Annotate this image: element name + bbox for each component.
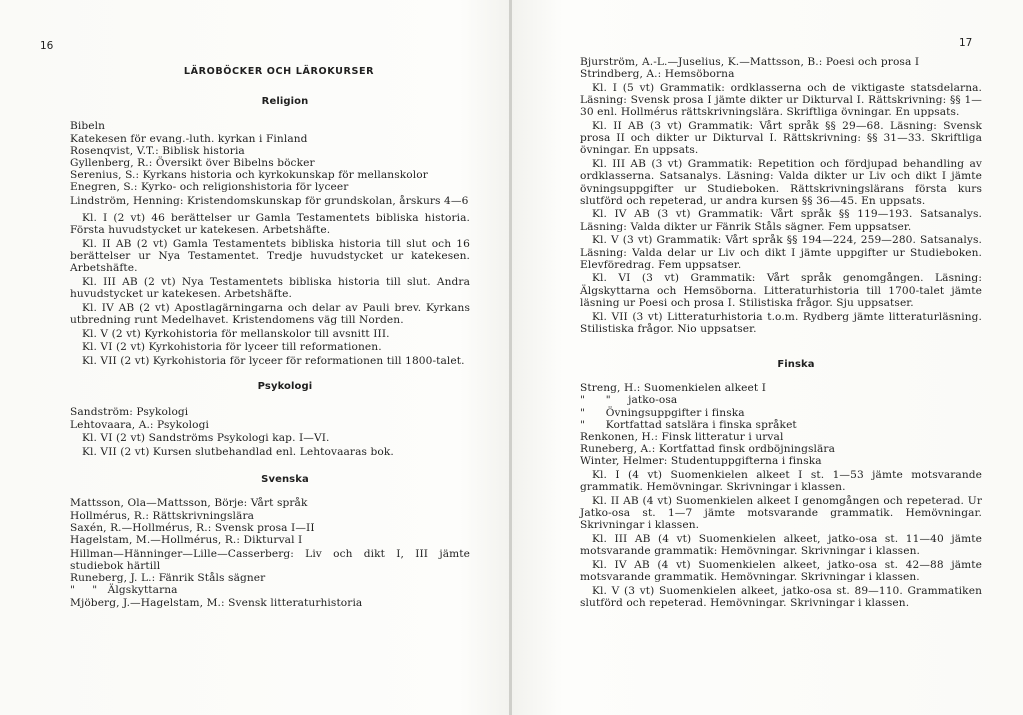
course-paragraph: Kl. III AB (4 vt) Suomenkielen alkeet, jatko-osa st. 11—40 jämte motsvarande grammatik: Hemövningar. Skrivningar i klassen. bbox=[580, 533, 982, 558]
main-title: LÄROBÖCKER OCH LÄROKURSER bbox=[183, 66, 375, 77]
course-paragraph: Kl. II AB (3 vt) Grammatik: Vårt språk §§ 29—68. Läsning: Svensk prosa II och dikter ur Dikturval I. Rättskrivning: §§ 31—33. Skriftliga övningar. En uppsats. bbox=[580, 120, 982, 157]
book-entry: Streng, H.: Suomenkielen alkeet I bbox=[580, 382, 767, 395]
book-entry: Katekesen för evang.-luth. kyrkan i Finland bbox=[70, 132, 308, 145]
page-number-right: 17 bbox=[959, 37, 973, 49]
religion-book-list bbox=[70, 120, 470, 207]
course-paragraph: Kl. III AB (2 vt) Nya Testamentets bibliska historia till slut. Andra huvudstycket ur katekesen. Arbetshäfte. bbox=[70, 275, 470, 301]
religion-course-list bbox=[70, 212, 470, 367]
course-paragraph: Kl. II AB (2 vt) Gamla Testamentets bibliska historia till slut och 16 berättelser ur Nya Testamentet. Tredje huvudstycket ur katekesen. Arbetshäfte. bbox=[70, 237, 470, 275]
book-entry: Bibeln bbox=[70, 120, 106, 133]
heading-religion: Religion bbox=[261, 96, 309, 108]
course-paragraph: Kl. II AB (4 vt) Suomenkielen alkeet I genomgången och repeterad. Ur Jatko-osa st. 1—7 jämte motsvarande grammatik. Hemövningar. Skrivningar i klassen. bbox=[580, 495, 982, 532]
book-entry: Bjurström, A.-L.—Juselius, K.—Mattsson, B.: Poesi och prosa I bbox=[580, 56, 920, 68]
heading-finska: Finska bbox=[777, 358, 815, 370]
finska-course-list bbox=[580, 469, 982, 609]
book-entry: Runeberg, J. L.: Fänrik Ståls sägner bbox=[70, 572, 266, 585]
book-entry: Mjöberg, J.—Hagelstam, M.: Svensk litteraturhistoria bbox=[70, 596, 363, 609]
book-entry: Hollmérus, R.: Rättskrivningslära bbox=[70, 509, 255, 522]
course-paragraph: Kl. IV AB (4 vt) Suomenkielen alkeet, jatko-osa st. 42—88 jämte motsvarande grammatik. Hemövningar. Skrivningar i klassen. bbox=[580, 559, 982, 584]
svenska-course-list bbox=[580, 82, 982, 335]
course-paragraph: Kl. VI (2 vt) Kyrkohistoria för lyceer till reformationen. bbox=[82, 341, 382, 354]
course-paragraph: Kl. I (5 vt) Grammatik: ordklasserna och de viktigaste statsdelarna. Läsning: Svensk prosa I jämte dikter ur Dikturval I. Rättskrivning: §§ 1—30 enl. Hollmérus rättskrivningslära. Skriftliga övningar. En uppsats. bbox=[580, 81, 982, 119]
right-page bbox=[512, 0, 1023, 715]
book-entry: Mattsson, Ola—Mattsson, Börje: Vårt språk bbox=[70, 497, 308, 510]
svenska-book-list-continued bbox=[580, 56, 982, 80]
book-entry: " Övningsuppgifter i finska bbox=[580, 406, 745, 419]
page-number-left: 16 bbox=[40, 40, 54, 52]
book-entry: " " Älgskyttarna bbox=[70, 584, 178, 597]
book-entry: Runeberg, A.: Kortfattad finsk ordböjningslära bbox=[580, 443, 835, 456]
course-paragraph: Kl. VI (2 vt) Sandströms Psykologi kap. I—VI. bbox=[82, 432, 330, 445]
book-entry: Strindberg, A.: Hemsöborna bbox=[580, 68, 735, 81]
psykologi-course-list bbox=[70, 432, 470, 458]
book-entry: Lehtovaara, A.: Psykologi bbox=[70, 418, 209, 431]
book-entry: " " jatko-osa bbox=[580, 394, 678, 407]
book-entry: Enegren, S.: Kyrko- och religionshistoria för lyceer bbox=[70, 181, 349, 194]
finska-book-list bbox=[580, 382, 982, 467]
svenska-book-list bbox=[70, 497, 470, 608]
right-page-content bbox=[580, 56, 982, 609]
book-entry: Sandström: Psykologi bbox=[70, 406, 189, 419]
course-paragraph: Kl. I (2 vt) 46 berättelser ur Gamla Testamentets bibliska historia. Första huvudstycket ur katekesen. Arbetshäfte. bbox=[70, 211, 470, 237]
book-entry: " Kortfattad satslära i finska språket bbox=[580, 418, 797, 431]
book-entry: Saxén, R.—Hollmérus, R.: Svensk prosa I—II bbox=[70, 521, 315, 534]
book-entry: Lindström, Henning: Kristendomskunskap för grundskolan, årskurs 4—6 bbox=[70, 195, 469, 208]
book-entry: Gyllenberg, R.: Översikt över Bibelns böcker bbox=[70, 157, 315, 170]
book-entry: Winter, Helmer: Studentuppgifterna i finska bbox=[580, 455, 822, 468]
heading-psykologi: Psykologi bbox=[257, 381, 313, 393]
course-paragraph: Kl. VII (3 vt) Litteraturhistoria t.o.m. Rydberg jämte litteraturläsning. Stilistiska frågor. Nio uppsatser. bbox=[580, 310, 982, 335]
course-paragraph: Kl. V (3 vt) Suomenkielen alkeet, jatko-osa st. 89—110. Grammatiken slutförd och repeterad. Hemövningar. Skrivningar i klassen. bbox=[580, 584, 982, 610]
course-paragraph: Kl. V (2 vt) Kyrkohistoria för mellanskolor till avsnitt III. bbox=[82, 327, 390, 340]
book-entry: Hillman—Hänninger—Lille—Casserberg: Liv och dikt I, III jämte studiebok härtill bbox=[70, 547, 470, 572]
course-paragraph: Kl. VI (3 vt) Grammatik: Vårt språk genomgången. Läsning: Älgskyttarna och Hemsöborna. Litteraturhistoria till 1700-talet jämte läsning ur Poesi och prosa I. Stilistiska frågor. Sju uppsatser. bbox=[580, 272, 982, 309]
left-page-content bbox=[70, 66, 470, 609]
heading-svenska: Svenska bbox=[261, 474, 309, 486]
course-paragraph: Kl. III AB (3 vt) Grammatik: Repetition och fördjupad behandling av ordklasserna. Satsanalys. Läsning: Valda dikter ur Liv och dikt I jämte övningsuppgifter ur Studieboken. Rättskrivningslärans första kurs slutförd och repeterad, ur andra kursen §§ 36—45. En uppsats. bbox=[580, 158, 982, 207]
course-paragraph: Kl. I (4 vt) Suomenkielen alkeet I st. 1—53 jämte motsvarande grammatik. Hemövningar. Skrivningar i klassen. bbox=[580, 469, 982, 494]
course-paragraph: Kl. VII (2 vt) Kyrkohistoria för lyceer för reformationen till 1800-talet. bbox=[82, 355, 465, 368]
book-entry: Renkonen, H.: Finsk litteratur i urval bbox=[580, 430, 784, 443]
book-entry: Rosenqvist, V.T.: Biblisk historia bbox=[70, 144, 245, 157]
left-page bbox=[0, 0, 509, 715]
course-paragraph: Kl. IV AB (2 vt) Apostlagärningarna och delar av Pauli brev. Kyrkans utbredning runt Medelhavet. Kristendomens väg till Norden. bbox=[70, 301, 470, 326]
course-paragraph: Kl. V (3 vt) Grammatik: Vårt språk §§ 194—224, 259—280. Satsanalys. Läsning: Valda delar ur Liv och dikt I jämte uppgifter ur Studieboken. Elevföredrag. Fem uppsatser. bbox=[580, 234, 982, 271]
book-entry: Hagelstam, M.—Hollmérus, R.: Dikturval I bbox=[70, 534, 303, 547]
course-paragraph: Kl. VII (2 vt) Kursen slutbehandlad enl. Lehtovaaras bok. bbox=[82, 446, 394, 459]
course-paragraph: Kl. IV AB (3 vt) Grammatik: Vårt språk §§ 119—193. Satsanalys. Läsning: Valda dikter ur Fänrik Ståls sägner. Fem uppsatser. bbox=[580, 208, 982, 233]
book-entry: Serenius, S.: Kyrkans historia och kyrkokunskap för mellanskolor bbox=[70, 169, 428, 182]
psykologi-book-list bbox=[70, 406, 470, 430]
